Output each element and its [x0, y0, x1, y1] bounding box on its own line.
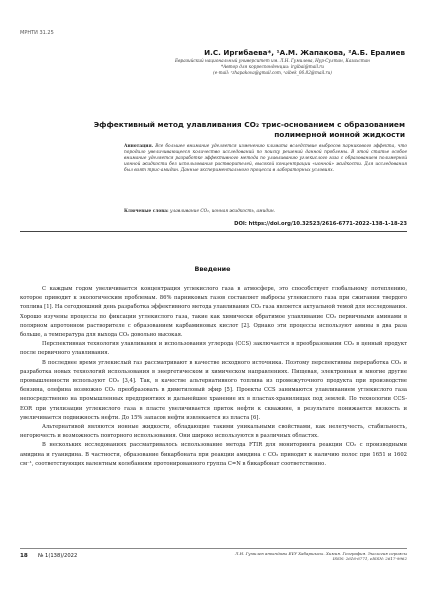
- section-heading: Введение: [194, 265, 231, 273]
- affiliation-university: Евразийский национальный университет им. Л.Н. Гумилева, Нур-Султан, Казахстан: [175, 58, 370, 63]
- title-line-2: полимерной ионной жидкости: [274, 130, 405, 139]
- divider: [20, 231, 407, 232]
- paragraph: Альтернативой являются ионные жидкости, обладающие такими уникальными свойствами, как нелетучесть, стабильность, негорючесть и возможность повторного использования. Они широко используются в различных областях.: [20, 424, 407, 440]
- paragraph: В нескольких исследованиях рассматривалось использование метода FTIR для мониторинга реакции CO₂ с производными амидина и гуанидина. В частности, образование бикарбоната при реакции амидина с CO₂ приводит к наличию полос при 1651 и 1602 см⁻¹, соответствующих валентным колебаниям протонированного группа C=N в бикарбонат соответственно.: [20, 442, 407, 467]
- affiliation-block: [140, 58, 405, 76]
- author-emails: (e-mail: ¹zhapakova@gmail.com, ²aibek_06.82@mail.ru): [213, 70, 332, 75]
- keywords-text: улавливание CO₂, ионная жидкость, амидин.: [170, 209, 276, 214]
- abstract: [124, 144, 407, 174]
- paragraph: С каждым годом увеличивается концентрация углекислого газа в атмосфере, это способствует глобальному потеплению, которое приводит к экологическим проблемам. 86% парниковых газов составляет выбросы углекислого газа при сжигании твердого топлива [1]. На сегодняшний день разработка эффективного метода улавливания CO₂ газа является актуальной темой для исследования. Хорошо изучены процессы по фиксации углекислого газа, такие как химически обратимое улавливание CO₂ первичными аминами в полярном апротонном растворителе с образованием карбаминовых кислот [2]. Однако эти процессы используют амины в два раза больше, а температура для выхода CO₂ довольно высокая.: [20, 286, 408, 339]
- keywords: [124, 209, 407, 215]
- paragraph: Перспективная технология улавливания и использования углерода (CCS) заключается в преобразовании CO₂ в ценный продукт после первичного улавливания.: [20, 341, 407, 357]
- page-number: 18: [20, 553, 28, 559]
- abstract-label: Аннотация.: [124, 144, 154, 149]
- abstract-text: Все большее внимание уделяется изменению климата вследствие выбросов парникового эффекта, что породило увеличивающееся количество исследований по поиску решений данной проблемы. В этой статье особое внимание уделяется разработке эффективного метода по улавливанию углекислого газа с образованием полимерной ионной жидкости без использования растворителей, высокой концентрации «ионной» жидкости. Для исследования был взят трис-амидин. Данные экспериментального процесса в лабораторных условиях.: [124, 144, 407, 173]
- article-title: [70, 120, 405, 140]
- mrnti-code: МРНТИ 31.25: [20, 30, 54, 36]
- journal-name: Л.Н. Гумилев атындағы ЕҰУ Хабаршысы. Химия. География. Экология сериясы: [234, 551, 407, 556]
- journal-info: [200, 551, 407, 562]
- keywords-label: Ключевые слова:: [124, 209, 169, 214]
- doi-link[interactable]: DOI: https://doi.org/10.32523/2616-6771-2022-138-1-18-23: [234, 221, 407, 227]
- footer-divider: [20, 548, 407, 549]
- issue-number: № 1(138)/2022: [38, 553, 78, 559]
- title-line-1: Эффективный метод улавливания CO₂ трис-основанием с образованием: [93, 120, 405, 129]
- corresponding-author: *Автор для корреспонденции: irgibai@mail.ru: [220, 64, 324, 69]
- journal-issn: ISSN: 2616-6771, eISSN: 2617-9962: [332, 556, 407, 562]
- article-body: [20, 285, 407, 469]
- paragraph: В последнее время углекислый газ рассматривают в качестве исходного источника. Поэтому перспективны переработка CO₂ и разработка новых технологий использования в энергетическом и химическом направлениях. Пищевая, электронная и многие другие промышленности используют CO₂ [3,4]. Так, в качестве альтернативного топлива из промежуточного продукта при производстве бензина, олефина возможно CO₂ преобразовать в диметиловый эфир [5]. Проекты CCS занимаются улавливанием углекислого газа непосредственно на промышленных предприятиях и дальнейшее хранение их в пластах-хранилищах под землей. По технологии CCS-EOR при утилизации углекислого газа в пласте увеличивается приток нефти к скважине, в результате понижается вязкость и увеличивается подвижность нефти. До 15% запасов нефти извлекается из пласта [6].: [20, 359, 407, 421]
- authors-line: И.С. Иргибаева*, ¹А.М. Жапакова, ²А.Б. Ералиев: [204, 48, 405, 57]
